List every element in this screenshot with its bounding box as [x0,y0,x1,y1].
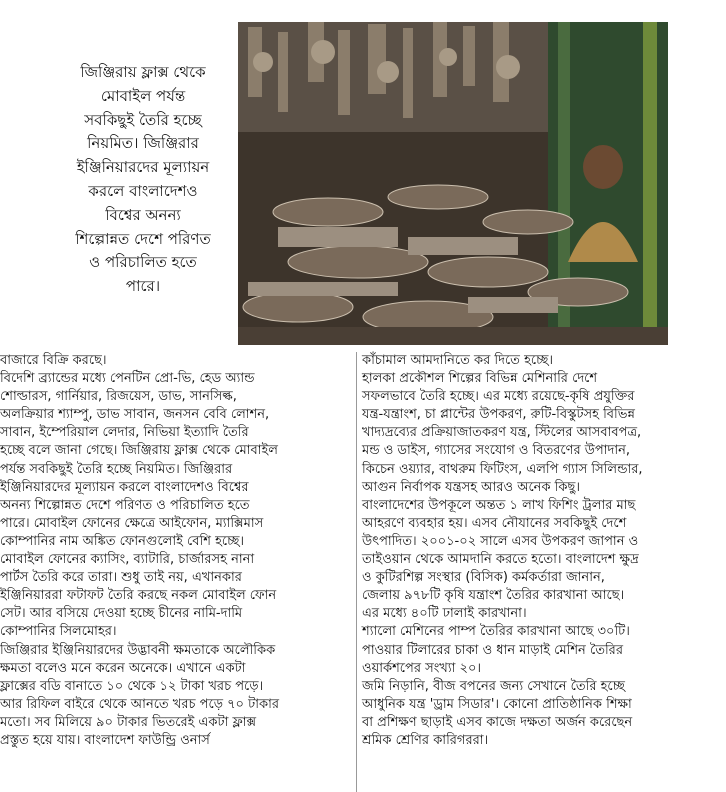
paragraph: হালকা প্রকৌশল শিল্পের বিভিন্ন মেশিনারি দেশে সফলভাবে তৈরি হচ্ছে। এর মধ্যে রয়েছে-কৃষি প্রযুক্তির যন্ত্র-যন্ত্রাংশ, চা প্লান্টের উপকরণ, রুটি-বিস্কুটসহ বিভিন্ন খাদ্যদ্রব্যের প্রক্রিয়াজাতকরণ যন্ত্র, স্টিলের আসবাবপত্র, মন্ড ও ডাইস, গ্যাসের সংযোগ ও বিতরণের উপাদান, কিচেন ওয়্যার, বাথরুম ফিটিংস, এলপি গ্যাস সিলিন্ডার, আগুন নির্বাপক যন্ত্রসহ আরও অনেক কিছু। [362,371,643,495]
article-column-right [362,352,726,750]
pull-quote [48,40,238,320]
paragraph: কাঁচামাল আমদানিতে কর দিতে হচ্ছে। [362,353,554,368]
pull-quote-text: জিঞ্জিরায় ফ্লাক্স থেকে মোবাইল পর্যন্ত সবকিছুই তৈরি হচ্ছে নিয়মিত। জিঞ্জিরার ইঞ্জিনিয়ারদের মূল্যায়ন করলে বাংলাদেশও বিশ্বের অনন্য শিল্পোন্নত দেশে পরিণত ও পরিচালিত হতে পারে। [75,63,211,296]
column-divider [356,352,357,792]
paragraph: মোবাইল ফোনের ক্যাসিং, ব্যাটারি, চার্জারসহ নানা পার্টস তৈরি করে তারা। শুধু তাই নয়, এখানকার ইঞ্জিনিয়াররা ফটাফট তৈরি করছে নকল মোবাইল ফোন সেট। আর বসিয়ে দেওয়া হচ্ছে চীনের নামি-দামি কোম্পানির সিলমোহর। [0,552,277,640]
paragraph: বাংলাদেশের উপকূলে অন্তত ১ লাখ ফিশিং ট্রলার মাছ আহরণে ব্যবহার হয়। এসব নৌযানের সবকিছুই দেশে উৎপাদিত। ২০০১-০২ সালে এসব উপকরণ জাপান ও তাইওয়ান থেকে আমদানি করতে হতো। বাংলাদেশ ক্ষুদ্র ও কুটিরশিল্প সংস্থার (বিসিক) কর্মকর্তারা জানান, জেলায় ৯৭৮টি কৃষি যন্ত্রাংশ তৈরির কারখানা আছে। এর মধ্যে ৪০টি ঢালাই কারখানা। [362,497,639,622]
paragraph: বিদেশি ব্র্যান্ডের মধ্যে পেনটিন প্রো-ভি, হেড অ্যান্ড শোল্ডারস, গার্নিয়ার, রিজয়েস, ডাভ, সানসিল্ক, অলক্রিয়ার শ্যাম্পু, ডাভ সাবান, জনসন বেবি লোশন, সাবান, ইম্পেরিয়াল লেদার, নিভিয়া ইত্যাদি তৈরি হচ্ছে বলে জানা গেছে। জিঞ্জিরায় ফ্লাক্স থেকে মোবাইল পর্যন্ত সবকিছুই তৈরি হচ্ছে নিয়মিত। জিঞ্জিরার ইঞ্জিনিয়ারদের মূল্যায়ন করলে বাংলাদেশও বিশ্বের অনন্য শিল্পোন্নত দেশে পরিণত ও পরিচালিত হতে পারে। মোবাইল ফোনের ক্ষেত্রে আইফোন, ম্যাক্সিমাস কোম্পানির নাম অঙ্কিত ফোনগুলোই বেশি হচ্ছে। [0,371,278,549]
market-photo [238,22,668,345]
paragraph: বাজারে বিক্রি করছে। [0,353,107,368]
paragraph: জিঞ্জিরার ইঞ্জিনিয়ারদের উদ্ভাবনী ক্ষমতাকে অলৌকিক ক্ষমতা বলেও মনে করেন অনেকে। এখানে একটা ফ্লাক্সের বডি বানাতে ১০ থেকে ১২ টাকা খরচ পড়ে। আর রিফিল বাইরে থেকে আনতে খরচ পড়ে ৭০ টাকার মতো। সব মিলিয়ে ৯০ টাকার ভিতরেই একটা ফ্লাক্স প্রস্তুত হয়ে যায়। বাংলাদেশ ফাউন্ড্রি ওনার্স [0,642,280,748]
article-column-left [0,352,352,750]
paragraph: জমি নিড়ানি, বীজ বপনের জন্য সেখানে তৈরি হচ্ছে আধুনিক যন্ত্র 'ড্রাম সিডার'। কোনো প্রাতিষ্ঠানিক শিক্ষা বা প্রশিক্ষণ ছাড়াই এসব কাজে দক্ষতা অর্জন করেছেন শ্রমিক শ্রেণির কারিগররা। [362,678,633,748]
paragraph: শ্যালো মেশিনের পাম্প তৈরির কারখানা আছে ৩০টি। পাওয়ার টিলারের চাকা ও ধান মাড়াই মেশিন তৈরির ওয়ার্কশপের সংখ্যা ২০। [362,624,630,676]
